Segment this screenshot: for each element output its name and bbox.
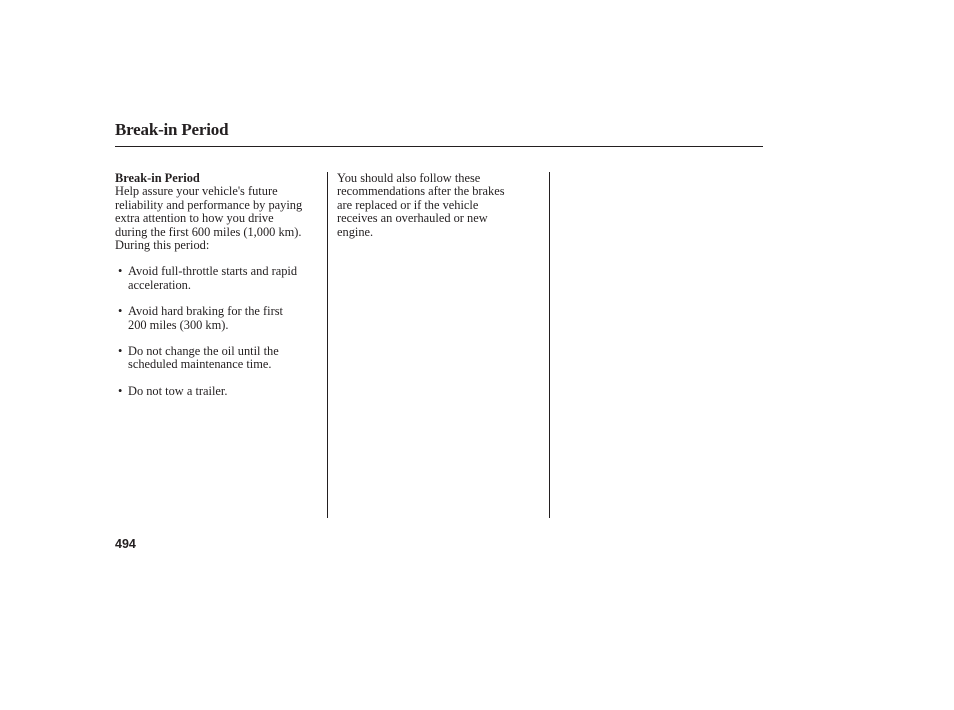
bullet-icon: • xyxy=(118,383,123,398)
followup-paragraph xyxy=(337,172,537,239)
bullet-icon: • xyxy=(118,344,123,359)
bullet-line: Do not change the oil until the xyxy=(128,344,279,359)
bullet-line: scheduled maintenance time. xyxy=(128,357,272,372)
bullet-item xyxy=(115,385,323,398)
bullet-line: Avoid full-throttle starts and rapid xyxy=(128,264,298,279)
column-1 xyxy=(115,172,323,411)
bullet-line: Do not tow a trailer. xyxy=(128,383,228,398)
bullet-line: Avoid hard braking for the first xyxy=(128,304,283,319)
column-divider-1 xyxy=(327,172,328,518)
section-heading: Break-in Period xyxy=(115,171,200,185)
followup-line: are replaced or if the vehicle xyxy=(337,197,479,212)
bullet-item xyxy=(115,305,323,332)
page-title: Break-in Period xyxy=(115,120,229,139)
intro-line: reliability and performance by paying xyxy=(115,197,303,212)
bullet-line: acceleration. xyxy=(128,277,191,292)
bullet-icon: • xyxy=(118,304,123,319)
followup-line: receives an overhauled or new xyxy=(337,211,488,226)
followup-line: You should also follow these xyxy=(337,171,481,185)
followup-line: recommendations after the brakes xyxy=(337,184,505,199)
bullet-item xyxy=(115,345,323,372)
bullet-list xyxy=(115,265,323,398)
intro-line: During this period: xyxy=(115,238,210,253)
title-rule xyxy=(115,146,763,147)
intro-line: Help assure your vehicle's future xyxy=(115,184,278,199)
bullet-item xyxy=(115,265,323,292)
intro-line: during the first 600 miles (1,000 km). xyxy=(115,224,302,239)
bullet-icon: • xyxy=(118,264,123,279)
column-2 xyxy=(337,172,537,239)
intro-paragraph xyxy=(115,185,323,252)
followup-line: engine. xyxy=(337,224,374,239)
column-divider-2 xyxy=(549,172,550,518)
bullet-line: 200 miles (300 km). xyxy=(128,317,229,332)
page-number: 494 xyxy=(115,537,136,551)
intro-line: extra attention to how you drive xyxy=(115,211,274,226)
